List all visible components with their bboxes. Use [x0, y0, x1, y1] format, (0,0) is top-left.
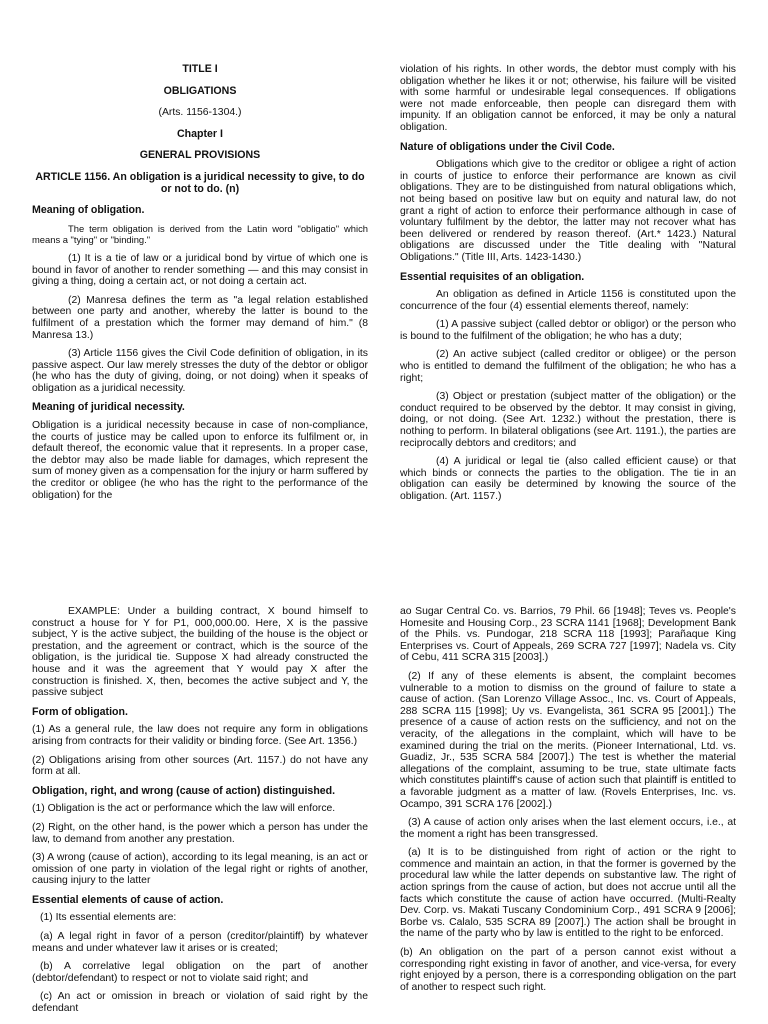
page1-left-column — [32, 64, 368, 508]
paragraph-1: (1) It is a tie of law or a juridical bond by virtue of which one is bound in favor of another to render something — and this may consist in giving a thing, doing a certain act, or not doing a certain act. — [32, 252, 368, 288]
general-provisions-heading: GENERAL PROVISIONS — [139, 149, 261, 162]
heading-essential-requisites: Essential requisites of an obligation. — [400, 270, 585, 283]
paragraph-2: (2) Manresa defines the term as "a legal relation established between one party and another, whereby the latter is bound to the fulfilment of a prestation which the former may demand of him." (8 Manresa 13.) — [32, 294, 368, 341]
heading-meaning-obligation: Meaning of obligation. — [32, 204, 145, 217]
cause-a: (a) It is to be distinguished from right of action or the right to commence and maintain an action, in that the former is governed by the procedural law while the latter depends on substantive law. The right of action springs from the cause of action, but does not accrue until all the facts which constitute the cause of action have occurred. (Multi-Realty Dev. Corp. vs. Makati Tuscany Condominium Corp., 491 SCRA 9 [2006]; Borbe vs. Calalo, 535 SCRA 89 [2007].) The action shall be brought in the name of the party who by law is entitled to the right to be enforced. — [400, 847, 736, 940]
cases-citation: ao Sugar Central Co. vs. Barrios, 79 Phil. 66 [1948]; Teves vs. People's Homesite and Housing Corp., 23 SCRA 1141 [1968]; Development Bank of the Phils. vs. Pundogar, 218 SCRA 118 [1993]; Parañaque King Enterprises vs. Court of Appeals, 269 SCRA 727 [1997]; Nadela vs. City of Cebu, 411 SCRA 315 [2003].) — [400, 606, 736, 664]
heading-elements-cause: Essential elements of cause of action. — [32, 893, 224, 906]
heading-form-obligation: Form of obligation. — [32, 705, 128, 718]
paragraph-continued: violation of his rights. In other words, the debtor must comply with his obligation whether he likes it or not; otherwise, his failure will be visited with some harmful or undesirable legal consequences. If obligations were not made enforceable, then people can disregard them with impunity. If an obligation cannot be enforced, it may be only a natural obligation. — [400, 64, 736, 133]
heading-juridical-necessity: Meaning of juridical necessity. — [32, 401, 185, 414]
document-page-2 — [0, 595, 768, 1024]
requisite-4: (4) A juridical or legal tie (also called efficient cause) or that which binds or connects the parties to the obligation. The tie in an obligation can easily be determined by knowing the source of the obligation. (Art. 1157.) — [400, 456, 736, 502]
cause-b: (b) An obligation on the part of a person cannot exist without a corresponding right existing in favor of another, and vice-versa, for every right enjoyed by a person, there is a corresponding obligation on the part of another to respect such right. — [400, 947, 736, 993]
form-1: (1) As a general rule, the law does not require any form in obligations arising from contracts for their validity or binding force. (See Art. 1356.) — [32, 724, 368, 747]
paragraph-essential: An obligation as defined in Article 1156 is constituted upon the concurrence of the four (4) essential elements thereof, namely: — [400, 289, 736, 312]
element-b: (b) A correlative legal obligation on the part of another (debtor/defendant) to respect or not to violate said right; and — [32, 961, 368, 984]
paragraph-term: The term obligation is derived from the Latin word "obligatio" which means a "tying" or "binding." — [32, 222, 368, 246]
chapter-heading: Chapter I — [177, 127, 223, 140]
cause-3: (3) A cause of action only arises when the last element occurs, i.e., at the moment a right has been transgressed. — [400, 817, 736, 840]
heading-obligation-right-wrong: Obligation, right, and wrong (cause of action) distinguished. — [32, 784, 336, 797]
requisite-3: (3) Object or prestation (subject matter of the obligation) or the conduct required to be observed by the debtor. It may consist in giving, doing, or not doing. (See Art. 1232.) without the prestation, there is nothing to perform. In bilateral obligations (see Art. 1191.), the parties are reciprocally debtors and creditors; and — [400, 391, 736, 449]
form-2: (2) Obligations arising from other sources (Art. 1157.) do not have any form at all. — [32, 754, 368, 778]
paragraph-juridical: Obligation is a juridical necessity because in case of non-compliance, the courts of justice may be called upon to enforce its fulfilment or, in default thereof, the economic value that it represents. In a proper case, the debtor may also be made liable for damages, which represent the sum of money given as a compensation for the injury or harm suffered by the creditor or obligee (he who has the right to the performance of the obligation) for the — [32, 420, 368, 501]
heading-nature-obligations: Nature of obligations under the Civil Code. — [400, 140, 615, 153]
articles-range: (Arts. 1156-1304.) — [158, 107, 242, 119]
element-a: (a) A legal right in favor of a person (creditor/plaintiff) by whatever means and under whatever law it arises or is created; — [32, 931, 368, 954]
example-paragraph: EXAMPLE: Under a building contract, X bound himself to construct a house for Y for P1, 000,000.00. Here, X is the passive subject, Y is the active subject, the building of the house is the object or prestation, and the agreement or contract, which is the source of the obligation, is the juridical tie. Suppose X had already constructed the house and it was the agreement that Y would pay X after the construction is finished. X, then, becomes the active subject and Y, the passive subject — [32, 606, 368, 699]
page2-left-column — [32, 606, 368, 1022]
distinction-2: (2) Right, on the other hand, is the power which a person has under the law, to demand from another any prestation. — [32, 821, 368, 845]
page1-right-column — [400, 64, 736, 510]
element-c: (c) An act or omission in breach or violation of said right by the defendant — [32, 991, 368, 1015]
cause-2: (2) If any of these elements is absent, the complaint becomes vulnerable to a motion to dismiss on the ground of failure to state a cause of action. (San Lorenzo Village Assoc., Inc. vs. Court of Appeals, 288 SCRA 115 [1998]; Uy vs. Evangelista, 361 SCRA 95 [2001].) The presence of a cause of action rests on the sufficiency, and not on the veracity, of the allegations in the complaint, which will have to be examined during the trial on the merits. (Pioneer International, Ltd. vs. Guadiz, Jr., 535 SCRA 584 [2007].) The test is whether the material allegations of the complaint, assuming to be true, state ultimate facts which constitutes plaintiff's cause of action such that plaintiff is entitled to a favorable judgment as a matter of law. (Rovels Enterprises, Inc. vs. Ocampo, 391 SCRA 176 [2002].) — [400, 670, 736, 810]
distinction-1: (1) Obligation is the act or performance which the law will enforce. — [32, 803, 336, 815]
paragraph-3: (3) Article 1156 gives the Civil Code definition of obligation, in its passive aspect. Our law merely stresses the duty of the debtor or obligor (he who has the duty of giving, doing, or not doing) when it speaks of obligation as a juridical necessity. — [32, 348, 368, 394]
requisite-1: (1) A passive subject (called debtor or obligor) or the person who is bound to the fulfilment of the obligation; he who has a duty; — [400, 319, 736, 342]
paragraph-nature: Obligations which give to the creditor or obligee a right of action in courts of justice to enforce their performance are known as civil obligations. They are to be distinguished from natural obligations which, not being based on positive law but on equity and natural law, do not grant a right of action to enforce their performance although in case of voluntary fulfilment by the debtor, the latter may not recover what has been delivered or rendered by reason thereof. (Art.* 1423.) Natural obligations are discussed under the Title dealing with "Natural Obligations." (Title III, Arts. 1423-1430.) — [400, 159, 736, 263]
requisite-2: (2) An active subject (called creditor or obligee) or the person who is entitled to demand the fulfilment of the obligation; he who has a right; — [400, 349, 736, 384]
article-1156: ARTICLE 1156. An obligation is a juridical necessity to give, to do or not to do. (n) — [35, 170, 365, 195]
distinction-3: (3) A wrong (cause of action), according to its legal meaning, is an act or omission of one party in violation of the legal right or rights of another, causing injury to the latter — [32, 852, 368, 887]
title-line: TITLE I — [182, 63, 218, 75]
title-obligations: OBLIGATIONS — [163, 84, 237, 97]
page-gap — [0, 525, 768, 595]
page2-right-column — [400, 606, 736, 1000]
element-intro: (1) Its essential elements are: — [40, 912, 177, 924]
